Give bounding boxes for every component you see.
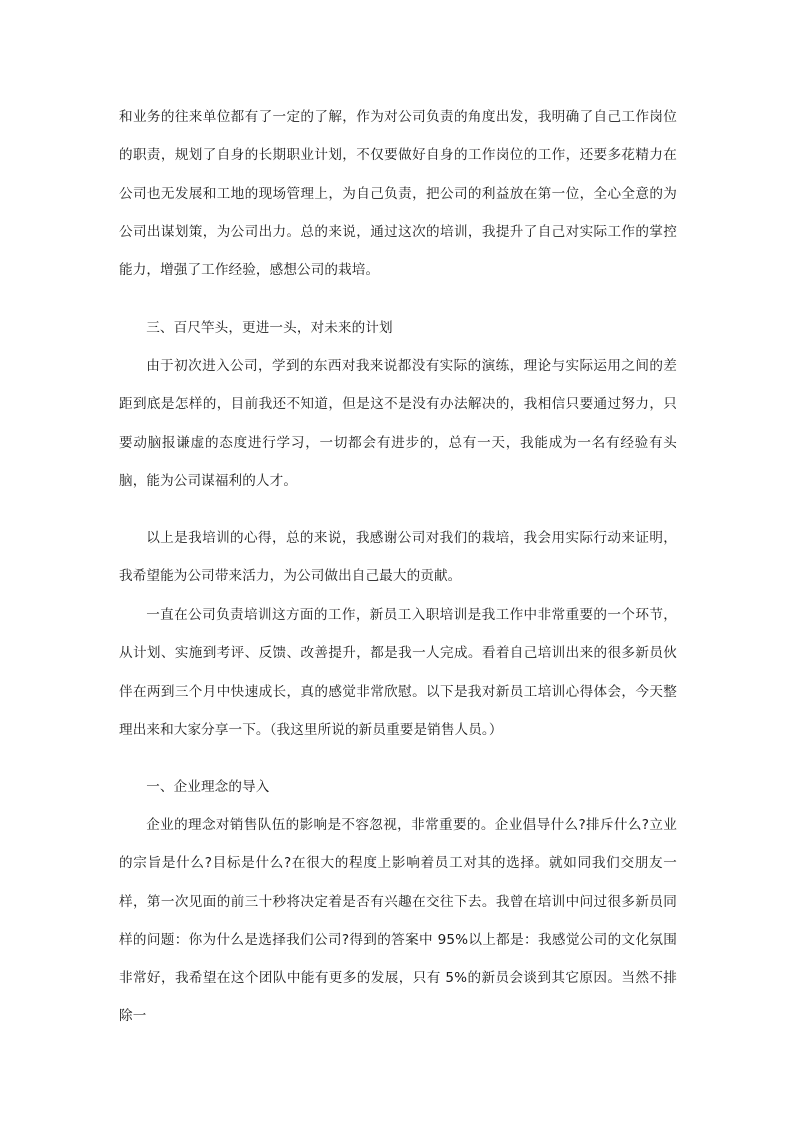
paragraph-new-employee-intro: 一直在公司负责培训这方面的工作，新员工入职培训是我工作中非常重要的一个环节，从计划、实施到考评、反馈、改善提升，都是我一人完成。看着自己培训出来的很多新员伙伴在两到三个月中快速成长，真的感觉非常欣慰。以下是我对新员工培训心得体会，今天整理出来和大家分享一下。（我这里所说的新员重要是销售人员。） (119, 607, 677, 738)
section-heading-corporate-philosophy: 一、企业理念的导入 (146, 779, 270, 795)
paragraph-training-summary: 以上是我培训的心得，总的来说，我感谢公司对我们的栽培，我会用实际行动来证明，我希望能为公司带来活力，为公司做出自己最大的贡献。 (119, 530, 677, 585)
section-heading-future-plan: 三、百尺竿头，更进一头，对未来的计划 (146, 320, 393, 336)
paragraph-corporate-philosophy: 企业的理念对销售队伍的影响是不容忽视，非常重要的。企业倡导什么?排斥什么?立业的宗旨是什么?目标是什么?在很大的程度上影响着员工对其的选择。就如同我们交朋友一样，第一次见面的前三十秒将决定着是否有兴趣在交往下去。我曾在培训中问过很多新员同样的问题：你为什么是选择我们公司?得到的答案中 95%以上都是：我感觉公司的文化氛围非常好，我希望在这个团队中能有更多的发展，只有 5%的新员会谈到其它原因。当然不排除一 (119, 817, 677, 1025)
paragraph-continuation: 和业务的往来单位都有了一定的了解，作为对公司负责的角度出发，我明确了自己工作岗位的职责，规划了自身的长期职业计划，不仅要做好自身的工作岗位的工作，还要多花精力在公司也无发展和工地的现场管理上，为自己负责，把公司的利益放在第一位，全心全意的为公司出谋划策，为公司出力。总的来说，通过这次的培训，我提升了自己对实际工作的掌控能力，增强了工作经验，感想公司的栽培。 (119, 109, 677, 279)
paragraph-future-plan: 由于初次进入公司，学到的东西对我来说都没有实际的演练，理论与实际运用之间的差距到底是怎样的，目前我还不知道，但是这不是没有办法解决的，我相信只要通过努力，只要动脑报谦虚的态度进行学习，一切都会有进步的，总有一天，我能成为一名有经验有头脑，能为公司谋福利的人才。 (119, 358, 677, 489)
